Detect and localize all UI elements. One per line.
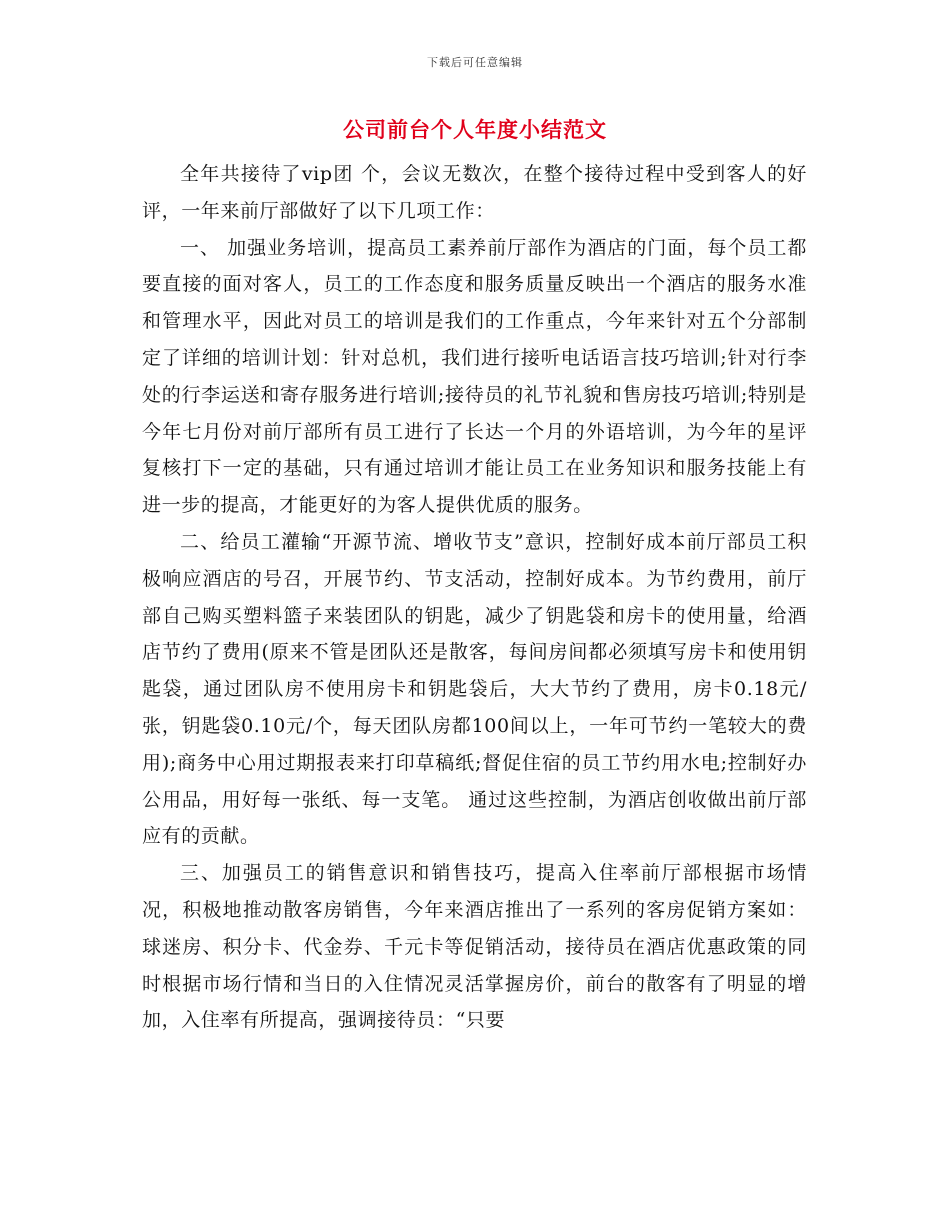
document-body bbox=[142, 156, 807, 1039]
header-note: 下载后可任意编辑 bbox=[427, 56, 523, 69]
paragraph-sales: 三、加强员工的销售意识和销售技巧，提高入住率前厅部根据市场情况，积极地推动散客房销售，今年来酒店推出了一系列的客房促销方案如：球迷房、积分卡、代金券、千元卡等促销活动，接待员在酒店优惠政策的同时根据市场行情和当日的入住情况灵活掌握房价，前台的散客有了明显的增加，入住率有所提高，强调接待员：“只要 bbox=[142, 862, 807, 1032]
paragraph-intro: 全年共接待了vip团 个，会议无数次，在整个接待过程中受到客人的好评，一年来前厅部做好了以下几项工作： bbox=[142, 163, 807, 222]
paragraph-cost-control: 二、给员工灌输“开源节流、增收节支”意识，控制好成本前厅部员工积极响应酒店的号召，开展节约、节支活动，控制好成本。为节约费用，前厅部自己购买塑料篮子来装团队的钥匙，减少了钥匙袋和房卡的使用量，给酒店节约了费用(原来不管是团队还是散客，每间房间都必须填写房卡和使用钥匙袋，通过团队房不使用房卡和钥匙袋后，大大节约了费用，房卡0.18元/张，钥匙袋0.10元/个，每天团队房都100间以上，一年可节约一笔较大的费用);商务中心用过期报表来打印草稿纸;督促住宿的员工节约用水电;控制好办公用品，用好每一张纸、每一支笔。 通过这些控制，为酒店创收做出前厅部应有的贡献。 bbox=[142, 530, 807, 848]
document-title: 公司前台个人年度小结范文 bbox=[343, 117, 607, 142]
paragraph-training: 一、 加强业务培训，提高员工素养前厅部作为酒店的门面，每个员工都要直接的面对客人，员工的工作态度和服务质量反映出一个酒店的服务水准和管理水平，因此对员工的培训是我们的工作重点，今年来针对五个分部制定了详细的培训计划：针对总机，我们进行接听电话语言技巧培训;针对行李处的行李运送和寄存服务进行培训;接待员的礼节礼貌和售房技巧培训;特别是今年七月份对前厅部所有员工进行了长达一个月的外语培训，为今年的星评复核打下一定的基础，只有通过培训才能让员工在业务知识和服务技能上有进一步的提高，才能更好的为客人提供优质的服务。 bbox=[142, 236, 807, 517]
